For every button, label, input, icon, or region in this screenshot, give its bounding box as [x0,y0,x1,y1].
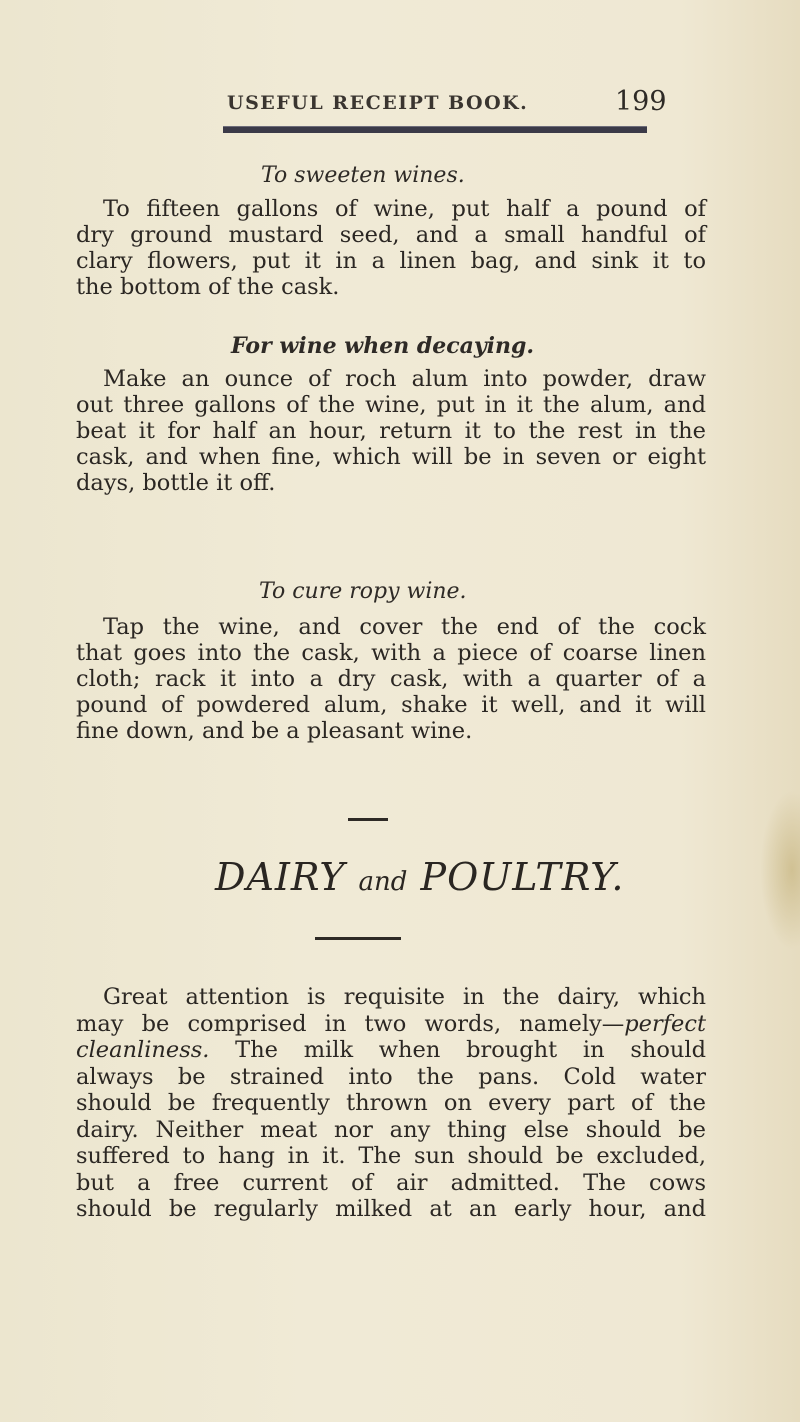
text-line: To fifteen gallons of wine, put half a pound of [103,196,706,222]
page-header [227,88,697,118]
text-line: Make an ounce of roch alum into powder, draw [103,366,706,392]
page-stain [760,790,800,950]
text-line: Great attention is requisite in the dairy, which [103,984,706,1010]
chapter-heading-part2: POULTRY. [420,855,625,899]
chapter-body [76,984,706,1223]
header-rule [223,126,647,133]
chapter-heading-and: and [358,867,408,897]
ornament-rule-top [348,818,388,821]
text-line: cloth; rack it into a dry cask, with a quarter of a [76,666,706,692]
section-body-wine-decaying [76,366,706,496]
text-line: should be regularly milked at an early hour, and [76,1196,706,1222]
text-line: always be strained into the pans. Cold water [76,1063,706,1090]
text-line [76,1011,706,1038]
section-title-ropy-wine: To cure ropy wine. [259,579,467,604]
text-line: clary flowers, put it in a linen bag, and sink it to [76,248,706,274]
section-title-sweeten-wines: To sweeten wines. [261,163,465,188]
text-fragment: may be comprised in two words, namely— [76,1010,625,1037]
text-line: dry ground mustard seed, and a small handful of [76,222,706,248]
text-line: but a free current of air admitted. The cows [76,1169,706,1196]
emphasis-word: cleanliness. [76,1037,210,1063]
chapter-heading [215,855,624,899]
text-line: Tap the wine, and cover the end of the cock [103,614,706,640]
text-line: beat it for half an hour, return it to the rest in the [76,418,706,444]
page-number: 199 [615,86,667,117]
text-line: the bottom of the cask. [76,274,340,300]
text-line: that goes into the cask, with a piece of coarse linen [76,640,706,666]
text-line: cask, and when fine, which will be in seven or eight [76,444,706,470]
text-line: dairy. Neither meat nor any thing else should be [76,1116,706,1143]
section-body-ropy-wine [76,614,706,744]
emphasis-word: perfect [624,1010,706,1037]
text-line [76,1037,706,1064]
section-title-wine-decaying: For wine when decaying. [231,333,535,359]
text-line: pound of powdered alum, shake it well, and it will [76,692,706,718]
section-body-sweeten-wines [76,196,706,300]
text-line: out three gallons of the wine, put in it the alum, and [76,392,706,418]
text-fragment: The milk when brought in should [209,1037,706,1063]
text-line: days, bottle it off. [76,470,276,496]
text-line: should be frequently thrown on every part of the [76,1090,706,1116]
chapter-heading-part1: DAIRY [215,855,346,899]
text-line: fine down, and be a pleasant wine. [76,718,473,744]
running-head: USEFUL RECEIPT BOOK. [227,92,529,114]
ornament-rule-bottom [315,937,401,940]
text-line: suffered to hang in it. The sun should be excluded, [76,1143,706,1169]
